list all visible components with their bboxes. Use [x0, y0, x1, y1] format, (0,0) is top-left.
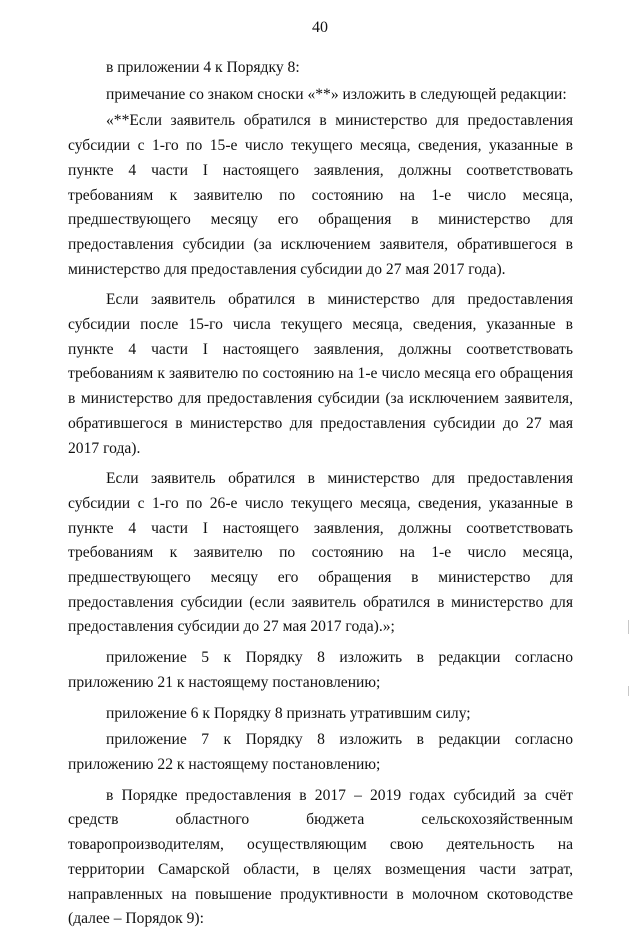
scan-artifact-line	[628, 620, 629, 634]
paragraph-appendix-4-heading: в приложении 4 к Порядку 8:	[106, 59, 300, 76]
paragraph-footnote-text-2: Если заявитель обратился в министерство для предоставления субсидии после 15-го числа текущего месяца, сведения, указанные в пункте 4 части I настоящего заявления, должны соответствовать требованиям к заявителю по состоянию на 1-е число месяца его обращения в министерство для предоставления субсидии (за исключением заявителя, обратившегося в министерство для предоставления субсидии до 27 мая 2017 года).	[68, 291, 573, 457]
page-number: 40	[312, 19, 328, 36]
paragraph-footnote-note-intro: примечание со знаком сноски «**» изложить в следующей редакции:	[106, 85, 567, 103]
paragraph-appendix-5: приложение 5 к Порядку 8 изложить в редакции согласно приложению 21 к настоящему постановлению;	[68, 649, 573, 691]
scan-artifact-line	[628, 686, 629, 696]
paragraph-appendix-6: приложение 6 к Порядку 8 признать утратившим силу;	[106, 704, 471, 722]
document-body	[68, 56, 573, 938]
paragraph-procedure-9-intro: в Порядке предоставления в 2017 – 2019 годах субсидий за счёт средств областного бюджета сельскохозяйственным товаропроизводителям, осуществляющим свою деятельность на территории Самарской области, в целях возмещения части затрат, направленных на повышение продуктивности в молочном скотоводстве (далее – Порядок 9):	[68, 786, 573, 928]
paragraph-appendix-7: приложение 7 к Порядку 8 изложить в редакции согласно приложению 22 к настоящему постановлению;	[68, 731, 573, 773]
paragraph-footnote-text-1: «**Если заявитель обратился в министерство для предоставления субсидии с 1-го по 15-е число текущего месяца, сведения, указанные в пункте 4 части I настоящего заявления, должны соответствовать требованиям к заявителю по состоянию на 1-е число месяца, предшествующего месяцу его обращения в министерство для предоставления субсидии (за исключением заявителя, обратившегося в министерство для предоставления субсидии до 27 мая 2017 года).	[68, 112, 573, 278]
paragraph-footnote-text-3: Если заявитель обратился в министерство для предоставления субсидии с 1-го по 26-е число текущего месяца, сведения, указанные в пункте 4 части I настоящего заявления, должны соответствовать требованиям к заявителю по состоянию на 1-е число месяца, предшествующего месяцу его обращения в министерство для предоставления субсидии (если заявитель обратился в министерство для предоставления субсидии до 27 мая 2017 года).»;	[68, 470, 573, 636]
